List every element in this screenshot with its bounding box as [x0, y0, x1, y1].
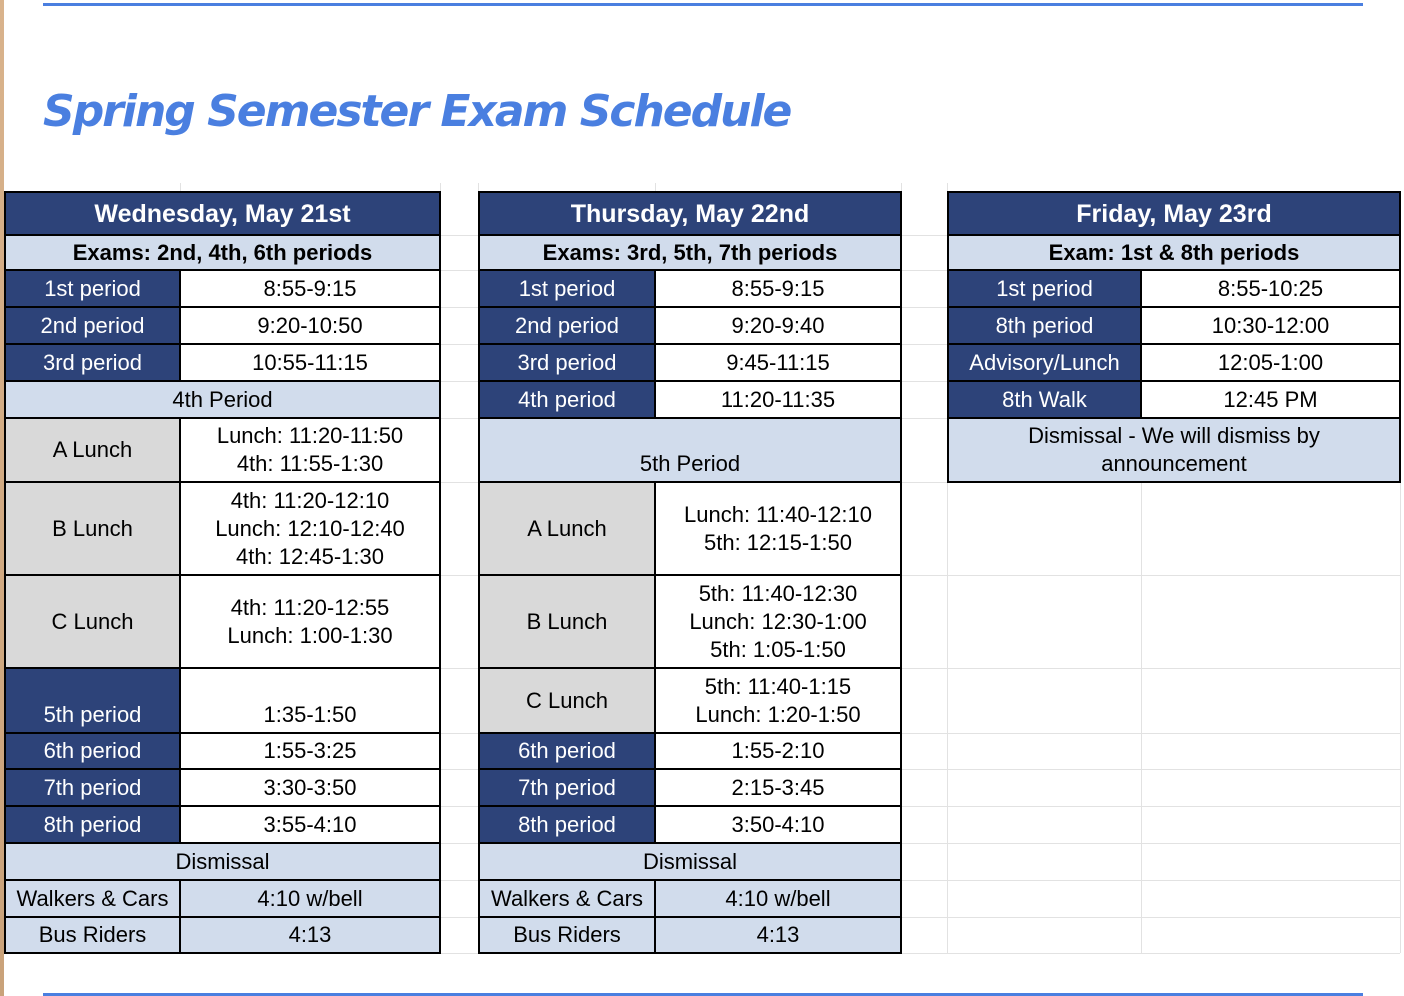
period-label: 6th period: [478, 734, 656, 770]
lunch-time: 5th: 11:40-1:15 Lunch: 1:20-1:50: [656, 669, 902, 734]
dismissal-time: 4:10 w/bell: [656, 881, 902, 918]
lunch-label: C Lunch: [4, 576, 181, 669]
dismissal-label: Walkers & Cars: [478, 881, 656, 918]
period-label: 4th period: [478, 382, 656, 419]
lunch-label: B Lunch: [4, 483, 181, 576]
day-header: Thursday, May 22nd: [478, 191, 902, 236]
period-label: 6th period: [4, 734, 181, 770]
period-time: 3:55-4:10: [181, 807, 441, 844]
lunch-time: Lunch: 11:40-12:10 5th: 12:15-1:50: [656, 483, 902, 576]
dismissal-row: Dismissal: [4, 844, 441, 881]
period-label: 5th period: [4, 669, 181, 734]
period-time: 9:20-9:40: [656, 308, 902, 345]
dismissal-time: 4:10 w/bell: [181, 881, 441, 918]
period-label: 1st period: [947, 271, 1142, 308]
period-time: 1:55-2:10: [656, 734, 902, 770]
period-time: 12:45 PM: [1142, 382, 1401, 419]
dismissal-time: 4:13: [656, 918, 902, 954]
period-time: 9:20-10:50: [181, 308, 441, 345]
exam-periods: Exam: 1st & 8th periods: [947, 236, 1401, 271]
lunch-label: B Lunch: [478, 576, 656, 669]
dismissal-time: 4:13: [181, 918, 441, 954]
period-time: 3:30-3:50: [181, 770, 441, 807]
top-rule: [43, 3, 1363, 6]
page-title: Spring Semester Exam Schedule: [43, 86, 791, 137]
period-time: 9:45-11:15: [656, 345, 902, 382]
dismissal-label: Walkers & Cars: [4, 881, 181, 918]
dismissal-row: Dismissal: [478, 844, 902, 881]
exam-periods: Exams: 3rd, 5th, 7th periods: [478, 236, 902, 271]
day-header: Wednesday, May 21st: [4, 191, 441, 236]
period-label: 7th period: [4, 770, 181, 807]
period-time: 1:35-1:50: [181, 669, 441, 734]
period-label: 1st period: [478, 271, 656, 308]
period-time: 12:05-1:00: [1142, 345, 1401, 382]
dismissal-label: Bus Riders: [4, 918, 181, 954]
lunch-label: A Lunch: [478, 483, 656, 576]
period-label: 3rd period: [478, 345, 656, 382]
dismissal-label: Bus Riders: [478, 918, 656, 954]
period-time: 8:55-9:15: [656, 271, 902, 308]
period-time: 2:15-3:45: [656, 770, 902, 807]
period-time: 3:50-4:10: [656, 807, 902, 844]
period-label: 2nd period: [478, 308, 656, 345]
lunch-time: 4th: 11:20-12:10 Lunch: 12:10-12:40 4th: 12:45-1:30: [181, 483, 441, 576]
exam-periods: Exams: 2nd, 4th, 6th periods: [4, 236, 441, 271]
period-label: 8th period: [478, 807, 656, 844]
period-time: 10:55-11:15: [181, 345, 441, 382]
lunch-label: C Lunch: [478, 669, 656, 734]
period-time: 10:30-12:00: [1142, 308, 1401, 345]
section-row: 4th Period: [4, 382, 441, 419]
period-label: 1st period: [4, 271, 181, 308]
period-time: 1:55-3:25: [181, 734, 441, 770]
period-label: 8th period: [947, 308, 1142, 345]
period-label: 2nd period: [4, 308, 181, 345]
period-label: 7th period: [478, 770, 656, 807]
period-label: 8th Walk: [947, 382, 1142, 419]
lunch-time: 4th: 11:20-12:55 Lunch: 1:00-1:30: [181, 576, 441, 669]
lunch-time: 5th: 11:40-12:30 Lunch: 12:30-1:00 5th: 1:05-1:50: [656, 576, 902, 669]
period-label: Advisory/Lunch: [947, 345, 1142, 382]
period-time: 8:55-10:25: [1142, 271, 1401, 308]
period-label: 3rd period: [4, 345, 181, 382]
period-time: 8:55-9:15: [181, 271, 441, 308]
dismissal-note: Dismissal - We will dismiss by announcement: [947, 419, 1401, 483]
lunch-time: Lunch: 11:20-11:50 4th: 11:55-1:30: [181, 419, 441, 483]
day-header: Friday, May 23rd: [947, 191, 1401, 236]
period-time: 11:20-11:35: [656, 382, 902, 419]
section-row: 5th Period: [478, 419, 902, 483]
period-label: 8th period: [4, 807, 181, 844]
lunch-label: A Lunch: [4, 419, 181, 483]
